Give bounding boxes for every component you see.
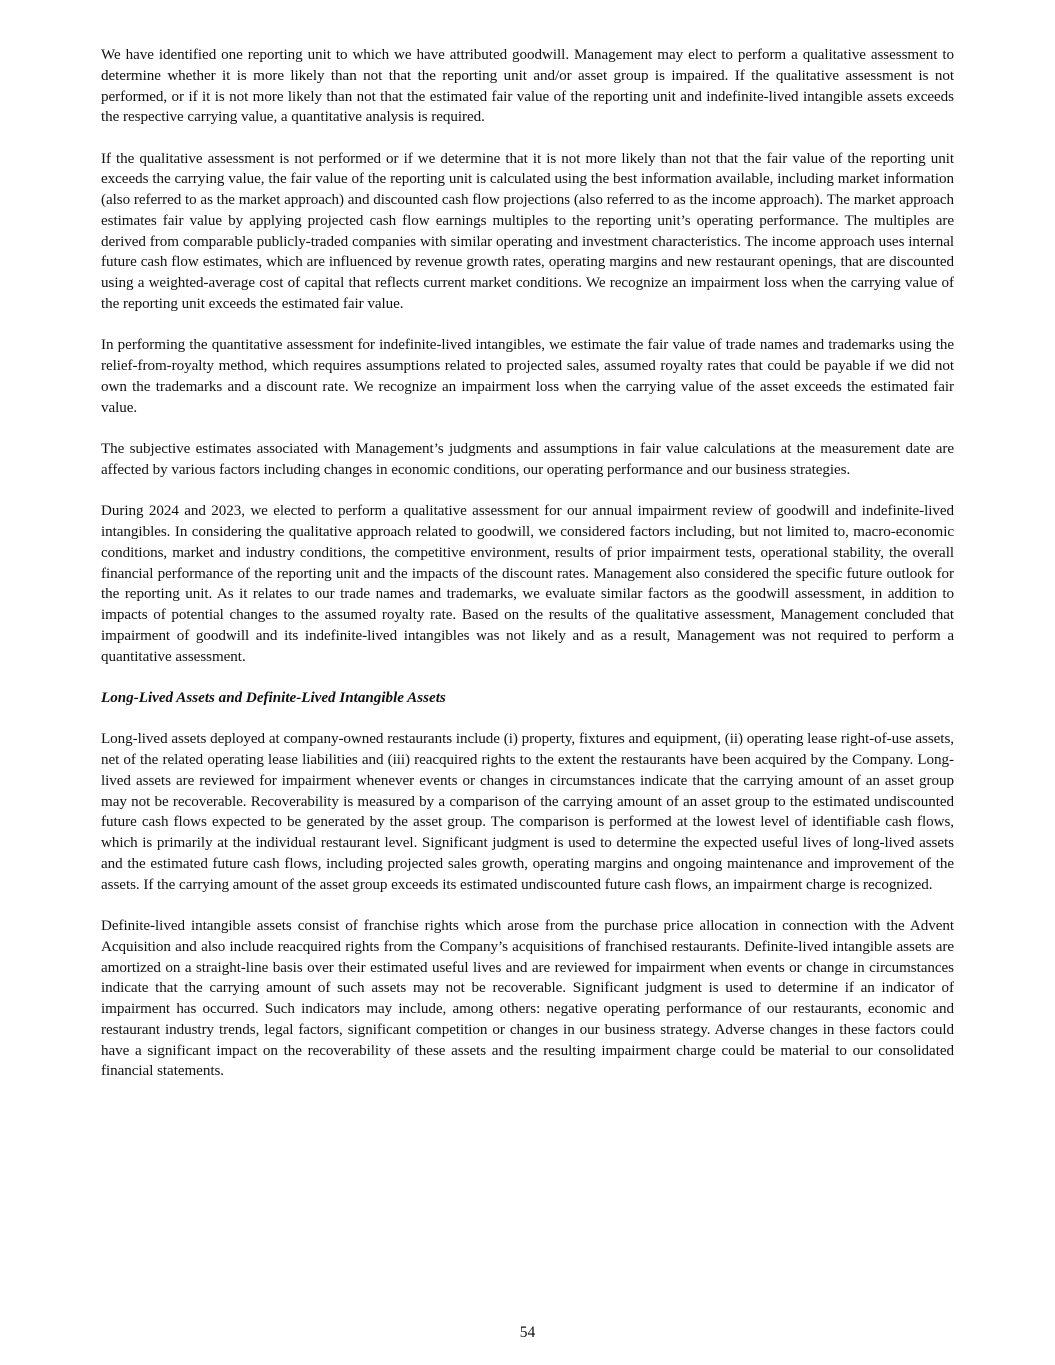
paragraph-indefinite-lived-intangibles: In performing the quantitative assessment for indefinite-lived intangibles, we estimate the fair value of trade names and trademarks using the relief-from-royalty method, which requires assumptions related to projected sales, assumed royalty rates that could be payable if we did not own the trademarks and a discount rate. We recognize an impairment loss when the carrying value of the asset exceeds the estimated fair value. <box>101 337 954 416</box>
paragraph-qualitative-assessment: During 2024 and 2023, we elected to perform a qualitative assessment for our annual impairment review of goodwill and indefinite-lived intangibles. In considering the qualitative approach related to goodwill, we considered factors including, but not limited to, macro-economic conditions, market and industry conditions, the competitive environment, results of prior impairment tests, operational stability, the overall financial performance of the reporting unit and the impacts of the discount rates. Management also considered the specific future outlook for the reporting unit. As it relates to our trade names and trademarks, we evaluate similar factors as the goodwill assessment, in addition to impacts of potential changes to the assumed royalty rate. Based on the results of the qualitative assessment, Management concluded that impairment of goodwill and its indefinite-lived intangibles was not likely and as a result, Management was not required to perform a quantitative assessment. <box>101 503 954 665</box>
paragraph-long-lived-assets: Long-lived assets deployed at company-owned restaurants include (i) property, fixtures and equipment, (ii) operating lease right-of-use assets, net of the related operating lease liabilities and (iii) reacquired rights to the extent the restaurants have been acquired by the Company. Long-lived assets are reviewed for impairment whenever events or changes in circumstances indicate that the carrying amount of an asset group may not be recoverable. Recoverability is measured by a comparison of the carrying amount of an asset group to the estimated undiscounted future cash flows expected to be generated by the asset group. The comparison is performed at the lowest level of identifiable cash flows, which is primarily at the individual restaurant level. Significant judgment is used to determine the expected useful lives of long-lived assets and the estimated future cash flows, including projected sales growth, operating margins and ongoing maintenance and improvement of the assets. If the carrying amount of the asset group exceeds its estimated undiscounted future cash flows, an impairment charge is recognized. <box>101 731 954 893</box>
page-number: 54 <box>519 1324 536 1341</box>
document-page <box>101 45 954 1103</box>
section-heading-long-lived-assets: Long-Lived Assets and Definite-Lived Intangible Assets <box>101 689 446 706</box>
paragraph-fair-value-approach: If the qualitative assessment is not performed or if we determine that it is not more likely than not that the fair value of the reporting unit exceeds the carrying value, the fair value of the reporting unit is calculated using the best information available, including market information (also referred to as the market approach) and discounted cash flow projections (also referred to as the income approach). The market approach estimates fair value by applying projected cash flow earnings multiples to the reporting unit’s operating performance. The multiples are derived from comparable publicly-traded companies with similar operating and investment characteristics. The income approach uses internal future cash flow estimates, which are influenced by revenue growth rates, operating margins and new restaurant openings, that are discounted using a weighted-average cost of capital that reflects current market conditions. We recognize an impairment loss when the carrying value of the reporting unit exceeds the estimated fair value. <box>101 150 954 312</box>
paragraph-subjective-estimates: The subjective estimates associated with Management’s judgments and assumptions in fair value calculations at the measurement date are affected by various factors including changes in economic conditions, our operating performance and our business strategies. <box>101 441 954 478</box>
paragraph-reporting-unit: We have identified one reporting unit to which we have attributed goodwill. Management may elect to perform a qualitative assessment to determine whether it is more likely than not that the reporting unit and/or asset group is impaired. If the qualitative assessment is not performed, or if it is not more likely than not that the estimated fair value of the reporting unit and indefinite-lived intangible assets exceeds the respective carrying value, a quantitative analysis is required. <box>101 47 954 126</box>
paragraph-definite-lived-intangibles: Definite-lived intangible assets consist of franchise rights which arose from the purchase price allocation in connection with the Advent Acquisition and also include reacquired rights from the Company’s acquisitions of franchised restaurants. Definite-lived intangible assets are amortized on a straight-line basis over their estimated useful lives and are reviewed for impairment when events or change in circumstances indicate that the carrying amount of such assets may not be recoverable. Significant judgment is used to determine if an indicator of impairment has occurred. Such indicators may include, among others: negative operating performance of our restaurants, economic and restaurant industry trends, legal factors, significant competition or changes in our business strategy. Adverse changes in these factors could have a significant impact on the recoverability of these assets and the resulting impairment charge could be material to our consolidated financial statements. <box>101 918 954 1080</box>
